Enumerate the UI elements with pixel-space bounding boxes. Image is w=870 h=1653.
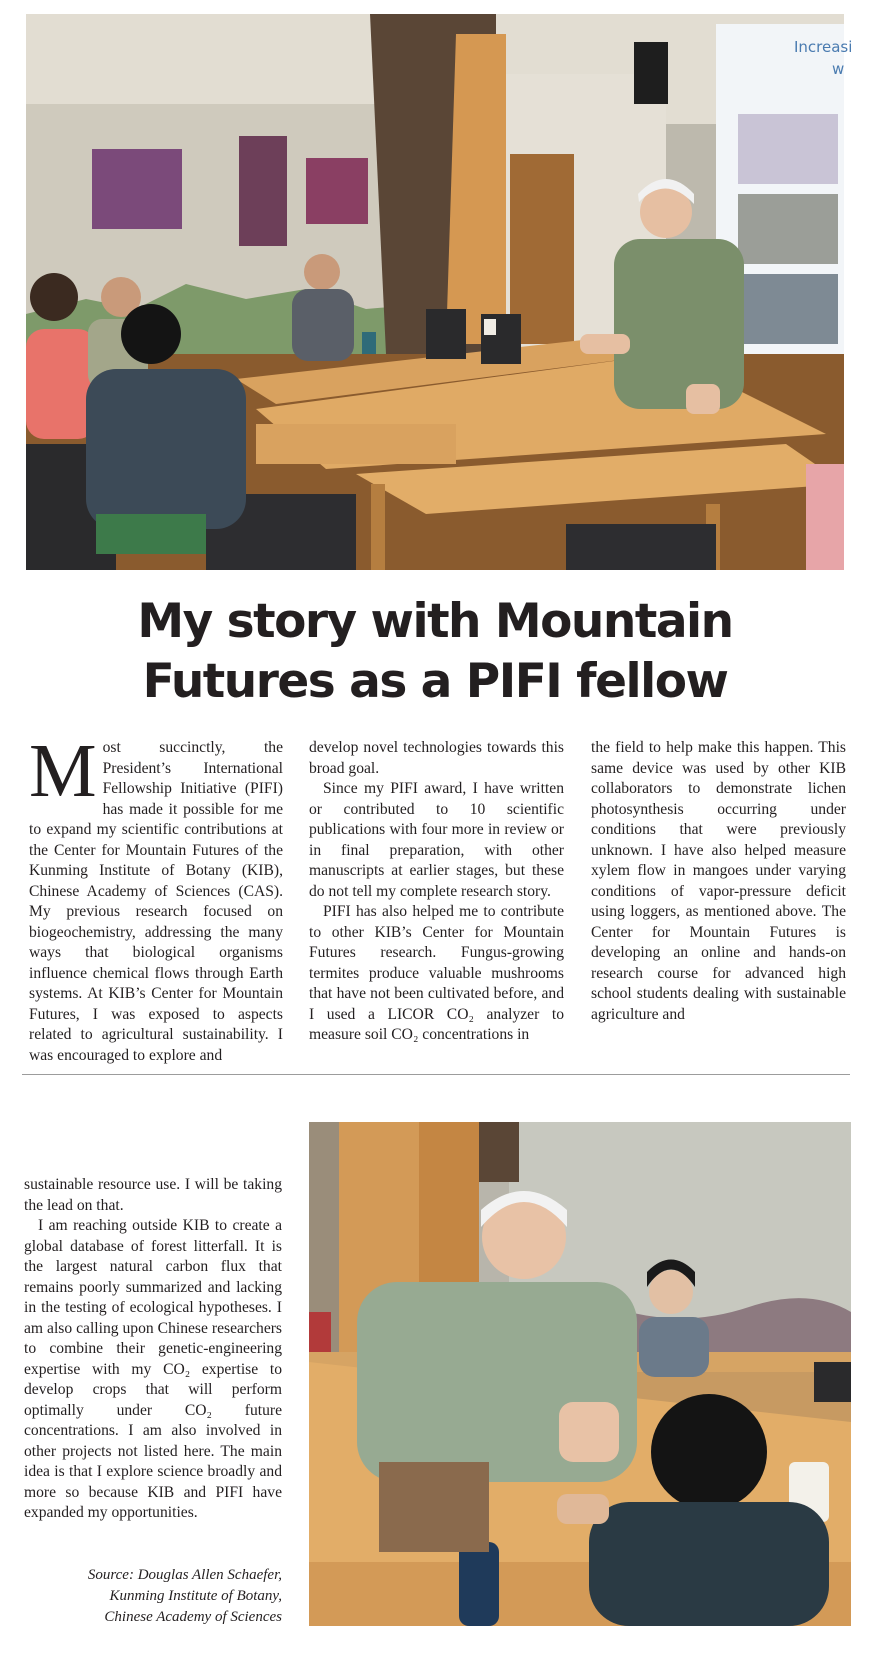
slide-subheading-text: w	[832, 60, 845, 78]
paragraph-intro-text: ost succinctly, the President’s International Fellowship Initiative (PIFI) has made it possible for me to expand my scientific contributions at the Center for Mountain Futures of the Kunming Institute of Botany (KIB), Chinese Academy of Sciences (CAS). My previous research focused on biogeochemistry, addressing the many ways that biological organisms influence chemical flows through Earth systems. At KIB’s Center for Mountain Futures, I was exposed to aspects related to agricultural sustainability. I was encouraged to explore and	[29, 739, 283, 1064]
article-title-line-2: Futures as a PIFI fellow	[142, 654, 728, 709]
section-divider	[22, 1074, 850, 1075]
article-title	[0, 592, 870, 712]
top-photo-meeting-room	[26, 14, 853, 570]
speaker-box	[634, 42, 668, 104]
wall-poster	[306, 158, 368, 224]
bottom-photo-smiling-presenter	[309, 1122, 851, 1626]
drop-cap: M	[29, 729, 97, 813]
paragraph-contributions-end: sustainable resource use. I will be taking the lead on that.	[24, 1176, 282, 1214]
paragraph-contributions: PIFI has also helped me to contribute to other KIB’s Center for Mountain Futures research. Fungus-growing termites produce valuable mushrooms that have not been cultivated before, and I used a LICOR CO₂ analyzer to measure soil CO₂ concentrations in	[309, 903, 564, 1043]
paragraph-intro-continued: develop novel technologies towards this broad goal.	[309, 739, 564, 777]
source-author: Source: Douglas Allen Schaefer,	[87, 1567, 282, 1583]
source-institute: Kunming Institute of Botany,	[109, 1588, 282, 1604]
paragraph-intro	[29, 729, 283, 1066]
bottom-photo-illustration	[309, 1122, 851, 1626]
chair	[566, 524, 716, 570]
paragraph-outreach: I am reaching outside KIB to create a global database of forest litterfall. It is the largest natural carbon flux that remains poorly summarized and lacking in the testing of ecological hypotheses. I am also calling upon Chinese researchers to combine their genetic-engineering expertise with my CO₂ expertise to develop crops that will perform optimally under CO₂ future concentrations. I am also involved in other projects not listed here. The main idea is that I explore science broadly and more so because KIB and PIFI have expanded my opportunities.	[24, 1217, 282, 1521]
top-photo-illustration	[26, 14, 853, 570]
article-column-2	[309, 738, 564, 1046]
article-column-3	[591, 738, 846, 1025]
article-column-1	[29, 729, 283, 1066]
wall-poster	[239, 136, 287, 246]
wall-poster	[92, 149, 182, 229]
paragraph-contributions-continued: the field to help make this happen. This same device was used by other KIB collaborators to demonstrate lichen photosynthesis occurring under conditions that were previously unknown. I have also helped measure xylem flow in mangoes under varying conditions of vapor-pressure deficit using loggers, as mentioned above. The Center for Mountain Futures is developing an online and hands-on research course for advanced high school students dealing with sustainable agriculture and	[591, 739, 846, 1023]
paragraph-publications: Since my PIFI award, I have written or contributed to 10 scientific publications with four more in review or in final preparation, with other manuscripts at earlier stages, but these do not tell my complete research story.	[309, 780, 564, 900]
slide-heading-text: Increasi	[794, 38, 853, 56]
source-academy: Chinese Academy of Sciences	[104, 1609, 282, 1625]
article-source-credit	[24, 1565, 282, 1628]
water-bottle	[459, 1542, 499, 1626]
article-title-line-1: My story with Mountain	[137, 594, 733, 649]
article-column-4	[24, 1175, 282, 1524]
